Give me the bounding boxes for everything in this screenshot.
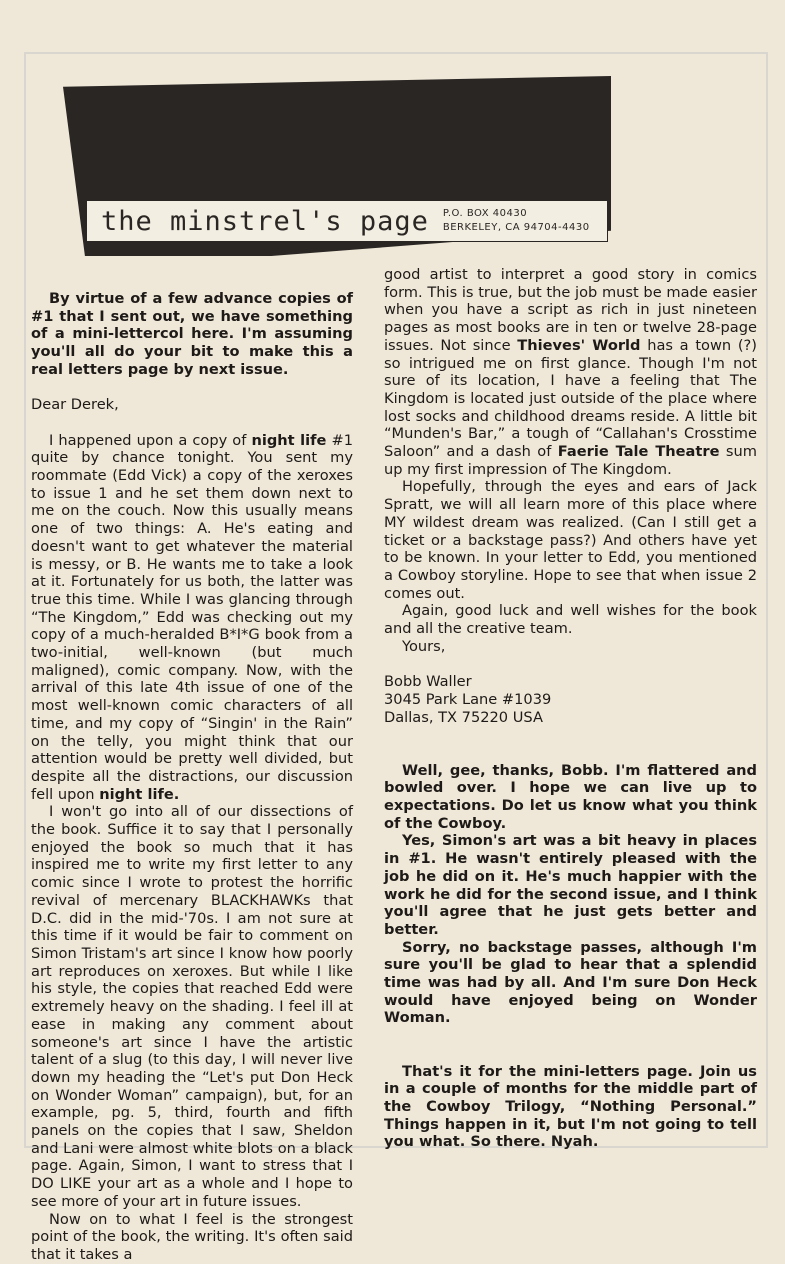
letter-salutation: Dear Derek, [31, 396, 119, 414]
bold-title-text: night life. [99, 785, 180, 803]
text-segment: good artist to interpret a good story in comics form. This is true, but the job must be made easier when you have a script as rich in just nineteen pages as most books are in ten or twelve 28-page issues. Not since [384, 266, 757, 354]
letter-paragraph-2: I won't go into all of our dissections of the book. Suffice it to say that I personally enjoyed the book so much that it has inspired me to write my first letter to any comic since I wrote to protest the horrific revival of mercenary BLACKHAWKs that D.C. did in the mid-'70s. I am not sure at this time if it would be fair to comment on Simon Tristam's art since I know how poorly art reproduces on xeroxes. But while I like his style, the copies that reached Edd were extremely heavy on the shading. I feel ill at ease in making any comment about someone's art since I have the artistic talent of a slug (to this day, I will never live down my heading the “Let's put Don Heck on Wonder Woman” campaign), but, for an example, pg. 5, third, fourth and fifth panels on the copies that I saw, Sheldon and Lani were almost white blots on a black page. Again, Simon, I want to stress that I DO LIKE your art as a whole and I hope to see more of your art in future issues. [31, 803, 353, 1210]
text-segment: has a town (?) so intrigued me on first glance. Though I'm not sure of its location, I have a feeling that The Kingdom is located just outside of the place where lost socks and childhood dreams reside. A little bit “Munden's Bar,” a tough of “Callahan's Crosstime Saloon” and a dash of [384, 336, 757, 461]
page-title: the minstrel's page [101, 205, 429, 237]
header-banner [86, 200, 608, 242]
editor-intro: By virtue of a few advance copies of #1 that I sent out, we have something of a mini-lettercol here. I'm assuming you'll all do your bit to make this a real letters page by next issue. [31, 290, 353, 378]
signature-city: Dallas, TX 75220 USA [384, 708, 543, 726]
mailing-address [443, 207, 590, 235]
editor-reply-3: Sorry, no backstage passes, although I'm sure you'll be glad to hear that a splendid time was had by all. And I'm sure Don Heck would have enjoyed being on Wonder Woman. [384, 938, 757, 1027]
letter-paragraph-5: Again, good luck and well wishes for the book and all the creative team. [384, 602, 757, 638]
letter-closing: Yours, [402, 637, 446, 655]
left-column [31, 290, 353, 1264]
letter-paragraph-1 [31, 432, 353, 804]
text-segment: sum up my first impression of The Kingdom. [384, 443, 757, 478]
right-column [384, 266, 757, 1151]
bold-title-text: Thieves' World [517, 336, 641, 354]
letter-paragraph-3-start: Now on to what I feel is the strongest point of the book, the writing. It's often said that it takes a [31, 1210, 353, 1263]
signature-address: 3045 Park Lane #1039 [384, 690, 552, 708]
text-segment: I happened upon a copy of [49, 431, 252, 449]
editor-reply-1: Well, gee, thanks, Bobb. I'm flattered and bowled over. I hope we can live up to expectations. Do let us know what you think of the Cowboy. [384, 761, 757, 832]
editor-outro: That's it for the mini-letters page. Join us in a couple of months for the middle part of the Cowboy Trilogy, “Nothing Personal.” Things happen in it, but I'm not going to tell you what. So there. Nyah. [384, 1062, 757, 1151]
bold-title-text: Faerie Tale Theatre [557, 443, 720, 461]
editor-reply-2: Yes, Simon's art was a bit heavy in places in #1. He wasn't entirely pleased with the job he did on it. He's much happier with the work he did for the second issue, and I think you'll agree that he just gets better and better. [384, 832, 757, 938]
address-line-1: P.O. BOX 40430 [442, 208, 528, 219]
letter-paragraph-4: Hopefully, through the eyes and ears of Jack Spratt, we will all learn more of this place where MY wildest dream was realized. (Can I still get a ticket or a backstage pass?) And others have yet to be known. In your letter to Edd, you mentioned a Cowboy storyline. Hope to see that when issue 2 comes out. [384, 478, 757, 602]
letter-paragraph-3-continued [384, 266, 757, 478]
address-line-2: BERKELEY, CA 94704-4430 [442, 222, 590, 233]
bold-title-text: night life [251, 431, 327, 449]
text-segment: #1 quite by chance tonight. You sent my roommate (Edd Vick) a copy of the xeroxes to issue 1 and he set them down next to me on the couch. Now this usually means one of two things: A. He's eating and doesn't want to get whatever the material is messy, or B. He wants me to take a look at it. Fortunately for us both, the latter was true this time. While I was glancing through “The Kingdom,” Edd was checking out my copy of a much-heralded B*I*G book from a two-initial, well-known (but much maligned), comic company. Now, with the arrival of this late 4th issue of one of the most well-known comic characters of all time, and my copy of “Singin' in the Rain” on the telly, you might think that our attention would be pretty well divided, but despite all the distractions, our discussion fell upon [31, 431, 353, 803]
signature-name: Bobb Waller [384, 673, 472, 691]
